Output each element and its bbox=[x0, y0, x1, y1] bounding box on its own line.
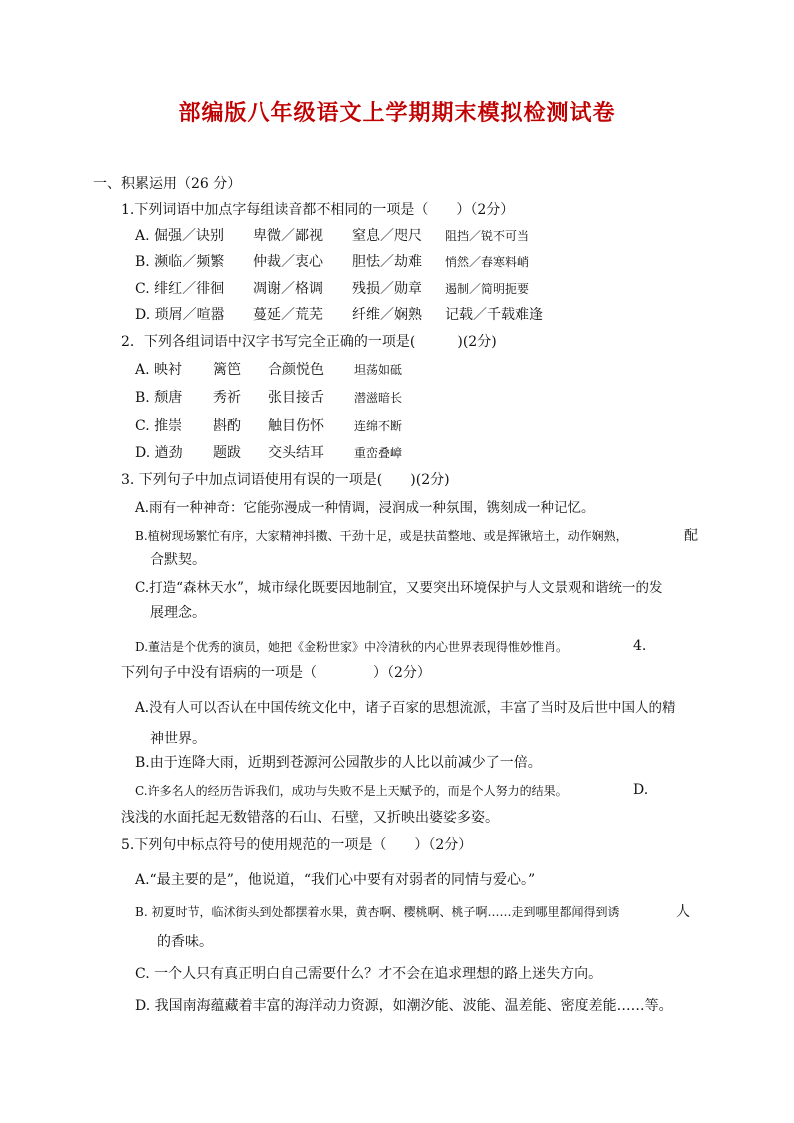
question-4-number: 4. bbox=[633, 638, 647, 654]
question-5-option-b-end: 人 bbox=[676, 904, 690, 920]
question-3-option-b-cont: 合默契。 bbox=[150, 552, 206, 568]
option-cell: A. 映衬 bbox=[135, 362, 183, 378]
question-5-option-b-cont: 的香味。 bbox=[157, 934, 213, 950]
question-4-option-b: B.由于连降大雨，近期到苍源河公园散步的人比以前减少了一倍。 bbox=[135, 755, 542, 771]
question-1-option-a bbox=[135, 226, 529, 246]
option-cell: 连绵不断 bbox=[354, 419, 403, 433]
question-5-option-a: A.“最主要的是”，他说道，“我们心中要有对弱者的同情与爱心。” bbox=[135, 872, 536, 888]
question-2-option-a bbox=[135, 360, 402, 380]
section-heading: 一、积累运用（26 分） bbox=[93, 176, 242, 192]
question-1-option-b bbox=[135, 252, 529, 272]
option-cell: 交头结耳 bbox=[268, 445, 324, 461]
option-cell: 凋谢／格调 bbox=[253, 281, 323, 297]
question-1-option-d bbox=[135, 305, 543, 325]
question-4-stem: 下列句子中没有语病的一项是（ ）（2分） bbox=[121, 665, 431, 681]
question-4-option-d: 浅浅的水面托起无数错落的石山、石壁，又折映出婆娑多姿。 bbox=[121, 810, 499, 826]
option-cell: 重峦叠嶂 bbox=[354, 446, 403, 460]
question-4-option-c: C.许多名人的经历告诉我们，成功与失败不是上天赋予的，而是个人努力的结果。 bbox=[135, 784, 568, 798]
question-2-option-c bbox=[135, 416, 402, 436]
option-cell: 坦荡如砥 bbox=[354, 363, 403, 377]
option-cell: 斟酌 bbox=[213, 418, 241, 434]
option-cell: 题跋 bbox=[213, 445, 241, 461]
question-3-option-b: B.植树现场繁忙有序，大家精神抖擞、干劲十足，或是扶苗整地、或是挥锹培土，动作娴熟， bbox=[135, 529, 628, 543]
question-2-option-b bbox=[135, 388, 402, 408]
option-cell: 悄然／春寒料峭 bbox=[445, 255, 530, 269]
question-3-option-c-cont: 展理念。 bbox=[150, 605, 206, 621]
option-cell: B. 濒临／频繁 bbox=[135, 254, 225, 270]
option-cell: 合颜悦色 bbox=[268, 362, 324, 378]
option-cell: 胆怯／劫难 bbox=[352, 254, 422, 270]
question-3-option-d: D.董洁是个优秀的演员，她把《金粉世家》中冷清秋的内心世界表现得惟妙惟肖。 bbox=[135, 640, 569, 654]
option-cell: 秀祈 bbox=[213, 390, 241, 406]
option-cell: D. 琐屑／喧嚣 bbox=[135, 307, 225, 323]
option-cell: 卑微／鄙视 bbox=[253, 228, 323, 244]
question-4-option-a-cont: 神世界。 bbox=[150, 731, 206, 747]
option-cell: C. 推崇 bbox=[135, 418, 183, 434]
question-3-option-a: A.雨有一种神奇：它能弥漫成一种情调，浸润成一种氛围，镌刻成一种记忆。 bbox=[135, 500, 595, 516]
exam-title: 部编版八年级语文上学期期末模拟检测试卷 bbox=[178, 100, 616, 126]
question-4-option-a: A.没有人可以否认在中国传统文化中，诸子百家的思想流派，丰富了当时及后世中国人的精 bbox=[135, 700, 676, 716]
question-2-stem: 2．下列各组词语中汉字书写完全正确的一项是( )(2分) bbox=[121, 334, 497, 350]
option-cell: C. 绯红／徘徊 bbox=[135, 281, 225, 297]
question-1-stem: 1.下列词语中加点字每组读音都不相同的一项是（ ）（2分） bbox=[121, 202, 515, 218]
question-3-option-c: C.打造“森林天水”，城市绿化既要因地制宜，又要突出环境保护与人文景观和谐统一的发 bbox=[135, 580, 663, 596]
option-cell: 残损／勋章 bbox=[352, 281, 422, 297]
question-3-stem: 3. 下列句子中加点词语使用有误的一项是( )(2分) bbox=[121, 472, 450, 488]
question-5-stem: 5.下列句中标点符号的使用规范的一项是（ ）（2分） bbox=[121, 837, 473, 853]
option-cell: 遏制／简明扼要 bbox=[445, 282, 530, 296]
option-cell: 纤维／娴熟 bbox=[352, 307, 422, 323]
option-cell: 仲裁／衷心 bbox=[253, 254, 323, 270]
question-1-option-c bbox=[135, 279, 529, 299]
option-cell: 蔓延／荒芜 bbox=[253, 307, 323, 323]
question-5-option-c: C. 一个人只有真正明白自己需要什么？才不会在追求理想的路上迷失方向。 bbox=[135, 966, 603, 982]
option-cell: B. 颓唐 bbox=[135, 390, 183, 406]
option-cell: 触目伤怀 bbox=[268, 418, 324, 434]
option-cell: 记载／千载难逢 bbox=[445, 307, 543, 323]
question-5-option-d: D. 我国南海蕴藏着丰富的海洋动力资源，如潮汐能、波能、温差能、密度差能……等。 bbox=[135, 998, 673, 1014]
option-cell: D. 遒劲 bbox=[135, 445, 183, 461]
option-cell: 篱笆 bbox=[213, 362, 241, 378]
option-cell: 潜滋暗长 bbox=[354, 391, 403, 405]
question-3-option-b-end: 配 bbox=[684, 528, 698, 544]
question-4-option-d-label: D. bbox=[633, 782, 649, 798]
option-cell: 阻挡／锐不可当 bbox=[445, 229, 530, 243]
option-cell: 张目接舌 bbox=[268, 390, 324, 406]
question-2-option-d bbox=[135, 443, 402, 463]
option-cell: A. 倔强／诀别 bbox=[135, 228, 225, 244]
question-5-option-b: B. 初夏时节，临沭街头到处都摆着水果，黄杏啊、樱桃啊、桃子啊……走到哪里都闻得到诱 bbox=[135, 905, 620, 919]
option-cell: 窒息／咫尺 bbox=[352, 228, 422, 244]
